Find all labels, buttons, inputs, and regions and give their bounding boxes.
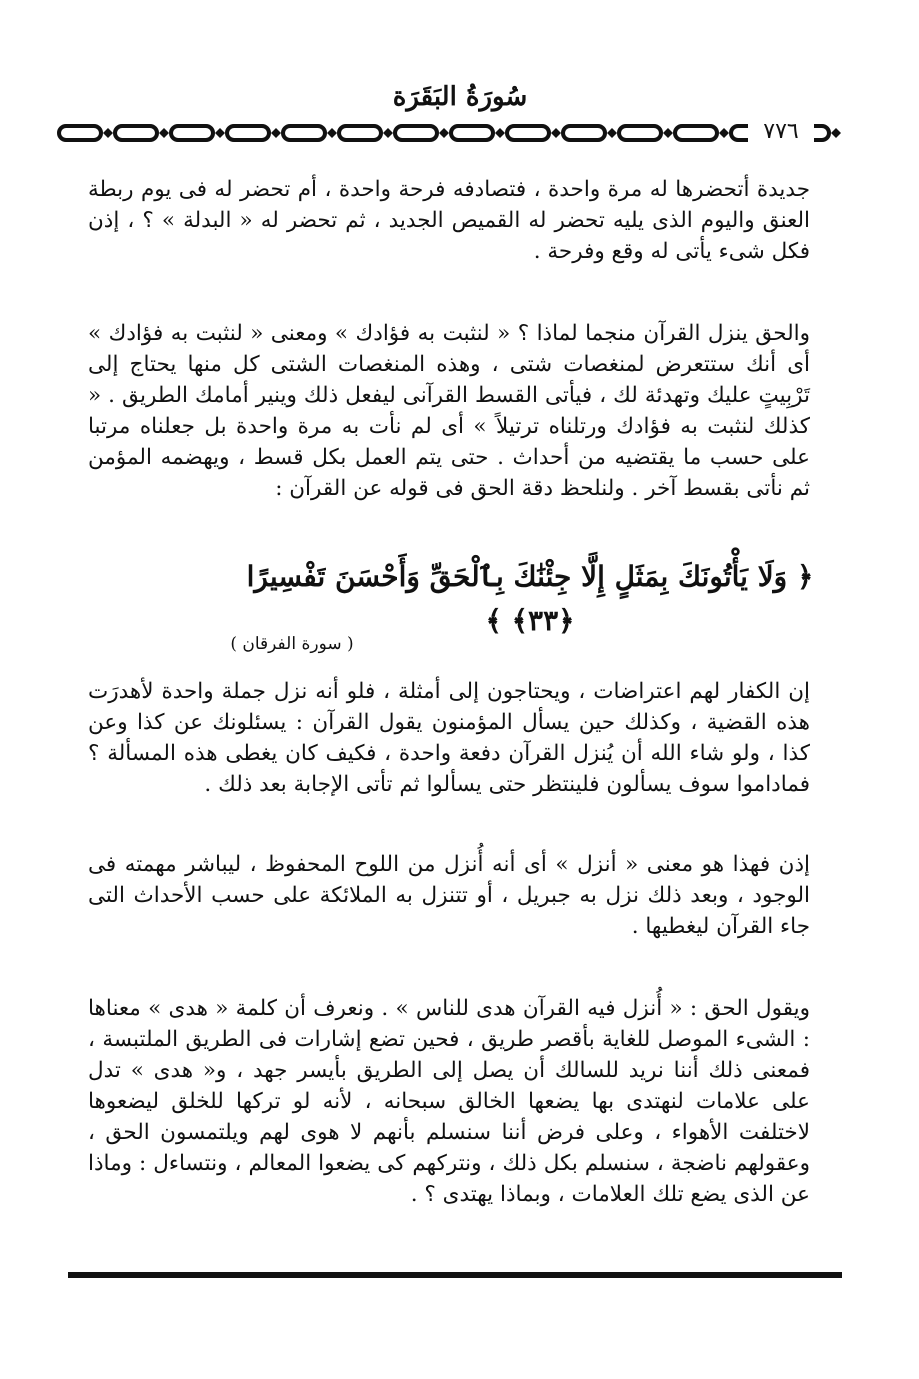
paragraph-4: إذن فهذا هو معنى « أنزل » أى أنه أُنزل من اللوح المحفوظ ، ليباشر مهمته فى الوجود ، وبعد ذلك نزل به جبريل ، أو تتنزل به الملائكة على حسب الأحداث التى جاء القرآن ليغطيها . [88,852,810,939]
ornamental-header-rule [55,118,865,148]
paragraph-5: ويقول الحق : « أُنزل فيه القرآن هدى للناس » . ونعرف أن كلمة « هدى » معناها : الشىء الموصل للغاية بأقصر طريق ، فحين تضع إشارات فى الطريق الملتبسة ، فمعنى ذلك أننا نريد للسالك أن يصل إلى الطريق بأيسر جهد ، و« هدى » تدل على علامات لنهتدى بها يضعها الخالق سبحانه ، لأنه لو تركها للخلق ليضعوها لاختلفت الأهواء ، وعلى فرض أننا سنسلم بأنهم لا هوى لهم ويلتمسون الحق ، وعقولهم ناضجة ، سنسلم بكل ذلك ، ونتركهم كى يضعوا المعالم ، ونتساءل : وماذا عن الذى يضع تلك العلامات ، وبماذا يهتدى ؟ . [88,996,810,1207]
paragraph-3: إن الكفار لهم اعتراضات ، ويحتاجون إلى أمثلة ، فلو أنه نزل جملة واحدة لأهدرَت هذه القضية ، وكذلك حين يسأل المؤمنون يقول القرآن : يسئلونك عن كذا وعن كذا ، ولو شاء الله أن يُنزل القرآن دفعة واحدة ، فكيف كان يغطى هذه المسألة ؟ فماداموا سوف يسألون فلينتظر حتى يسألوا ثم تأتى الإجابة بعد ذلك . [88,679,810,797]
surah-header-title: سُورَةُ البَقَرَة [392,82,528,112]
verse-source: ( سورة الفرقان ) [230,634,354,654]
paragraph-2: والحق ينزل القرآن منجما لماذا ؟ « لنثبت به فؤادك » ومعنى « لنثبت به فؤادك » أى أنك ستتعرض لمنغصات شتى ، وهذه المنغصات الشتى كل منها يحتاج إلى تَرْبِيتٍ عليك وتهدئة لك ، فيأتى القسط القرآنى ليفعل ذلك وينير أمامك الطريق . « كذلك لنثبت به فؤادك ورتلناه ترتيلاً » أى لم نأت به مرة واحدة بل جعلناه مرتبا على حسب ما يقتضيه من أحداث . حتى يتم العمل بكل قسط ، ويهضمه المؤمن ثم نأتى بقسط آخر . ولنلحظ دقة الحق فى قوله عن القرآن : [88,321,810,501]
paragraph-1: جديدة أتحضرها له مرة واحدة ، فتصادفه فرحة واحدة ، أم تحضر له فى يوم ربطة العنق واليوم الذى يليه تحضر له القميص الجديد ، ثم تحضر له « البدلة » ؟ ، إذن فكل شىء يأتى له وقع وفرحة . [88,177,810,264]
page-number: ٧٧٦ [748,117,814,147]
quran-verse: ﴿ وَلَا يَأْتُونَكَ بِمَثَلٍ إِلَّا جِئْنَٰكَ بِٱلْحَقِّ وَأَحْسَنَ تَفْسِيرًا ﴿٣٣﴾ ﴾ [246,560,814,637]
footer-rule [68,1272,842,1278]
